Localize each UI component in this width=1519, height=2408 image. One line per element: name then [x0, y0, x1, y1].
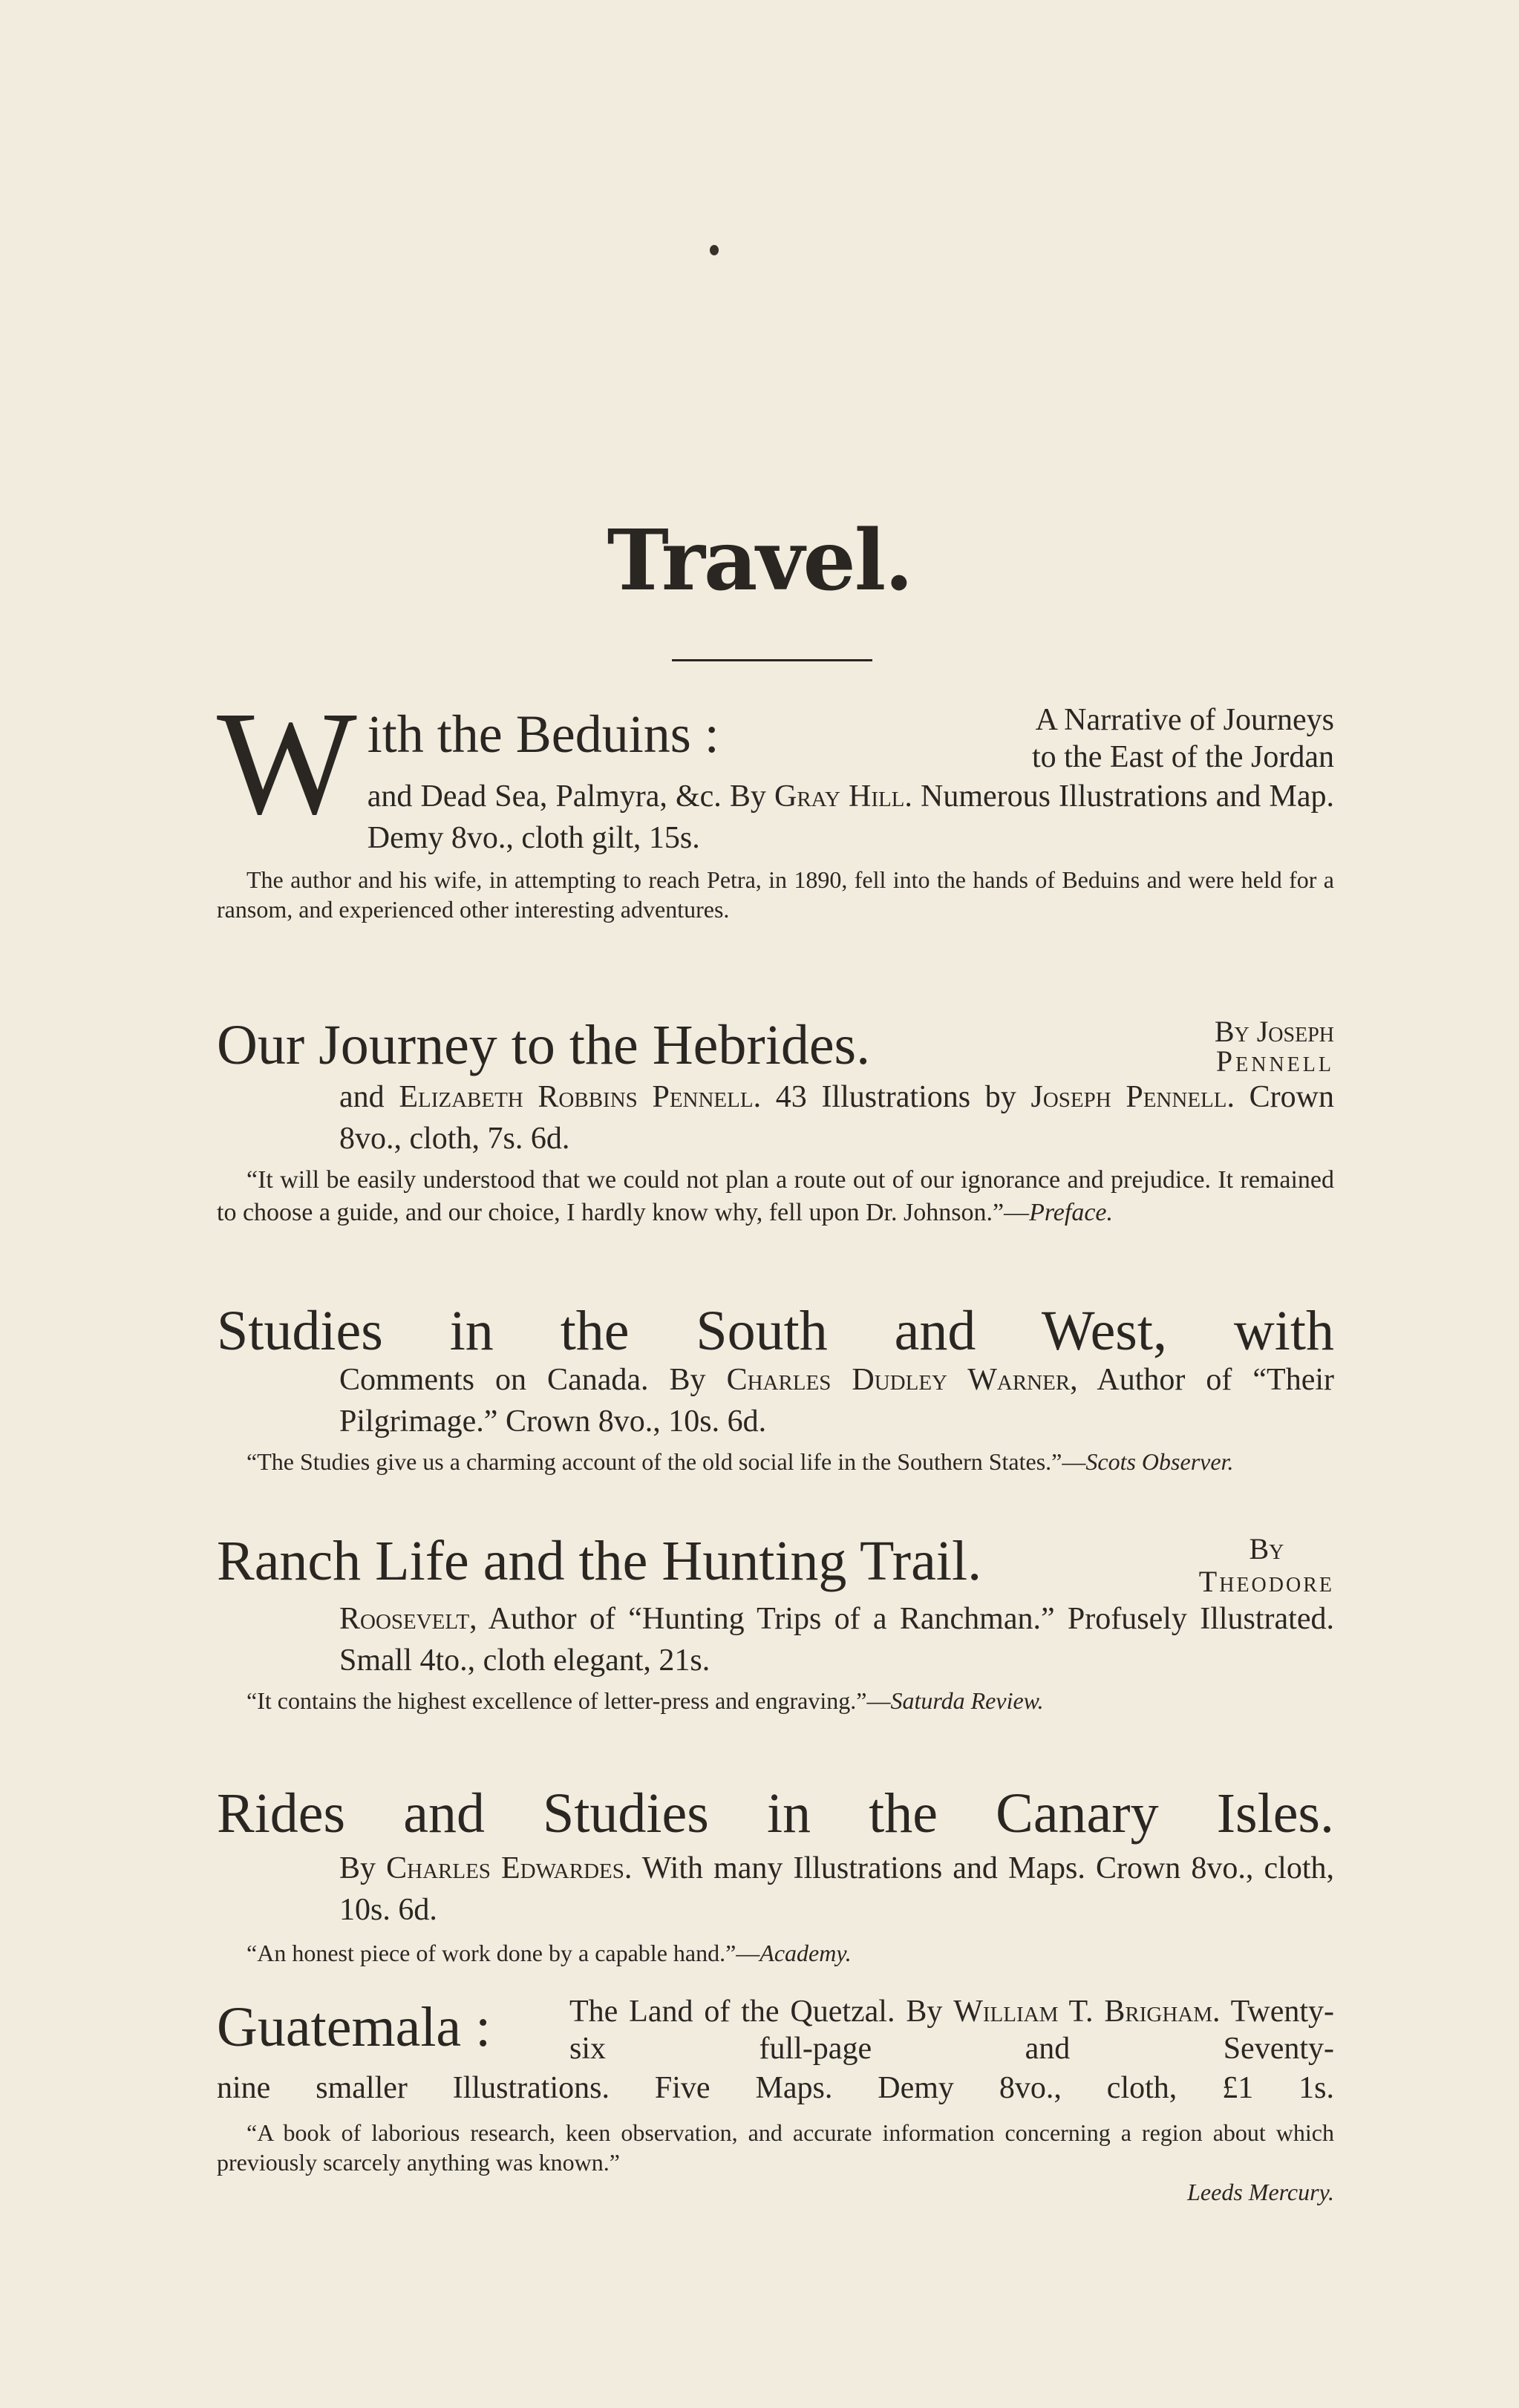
- entry-quote: “A book of laborious research, keen observation, and accurate information concerning a region about which previously scarcely anything was known.”: [217, 2119, 1334, 2176]
- body-text: Twenty-six full-page and Seventy-: [569, 1995, 1335, 2066]
- entry-canary: [217, 1782, 1334, 1968]
- drop-cap: W: [217, 681, 357, 845]
- byline: [1199, 1533, 1334, 1598]
- entry-quote: [217, 1681, 1334, 1715]
- byline-line: By: [1249, 1532, 1284, 1565]
- entry-guatemala: [217, 1993, 1334, 2207]
- entry-heading: Our Journey to the Hebrides.: [217, 1014, 871, 1076]
- quote-text: “An honest piece of work done by a capable hand.”—: [246, 1940, 760, 1966]
- author: Brigham.: [1104, 1995, 1221, 2029]
- author: Roosevelt,: [339, 1602, 477, 1636]
- entry-quote: [217, 1159, 1334, 1229]
- body-text: With many Illustrations and Maps. Crown 8vo., cloth, 10s. 6d.: [339, 1851, 1334, 1927]
- author: Charles Dudley Warner,: [726, 1363, 1078, 1397]
- page-title: Travel.: [607, 512, 912, 609]
- entry-note: The author and his wife, in attempting to reach Petra, in 1890, fell into the hands of Beduins and were held for a ransom, and experienced other interesting adventures.: [217, 866, 1334, 923]
- quote-source-text: Leeds Mercury.: [1187, 2179, 1334, 2205]
- entry-body: [217, 1598, 1334, 1681]
- author: Charles Edwardes.: [386, 1851, 633, 1885]
- body-text: Crown 8vo., cloth, 7s. 6d.: [339, 1080, 1334, 1156]
- author: William T.: [953, 1995, 1094, 2029]
- entry-subtitle: [1032, 701, 1334, 776]
- subtitle-line: A Narrative of Journeys: [1035, 703, 1334, 737]
- author: Joseph Pennell.: [1030, 1080, 1235, 1114]
- entry-beduins: [217, 681, 1335, 924]
- body-text: By: [339, 1851, 387, 1885]
- quote-text: “The Studies give us a charming account of the old social life in the Southern States.”—: [246, 1448, 1086, 1475]
- quote-source: [217, 2177, 1334, 2207]
- entry-body: [217, 1076, 1334, 1159]
- byline-line: Pennell: [1215, 1044, 1334, 1078]
- ink-speck: [710, 245, 719, 255]
- byline-line: By Joseph: [1214, 1015, 1334, 1048]
- entry-heading: Studies in the South and West, with: [217, 1300, 1334, 1362]
- quote-source: Scots Observer.: [1085, 1448, 1234, 1475]
- entry-body: [217, 776, 1334, 859]
- entry-heading: Rides and Studies in the Canary Isles.: [217, 1782, 1334, 1845]
- body-text: Comments on Canada. By: [339, 1363, 727, 1397]
- quote-text: “It will be easily understood that we could not plan a route out of our ignorance and prejudice. It remained to choose a guide, and our choice, I hardly know why, fell upon Dr. Johnson.”—: [217, 1166, 1334, 1226]
- quote-source: Preface.: [1029, 1199, 1114, 1226]
- author: Elizabeth Robbins Pennell.: [399, 1080, 762, 1114]
- byline-line: Theodore: [1198, 1565, 1334, 1598]
- entry-heading: ith the Beduins :: [367, 704, 719, 764]
- body-text: Author of “Hunting Trips of a Ranchman.” Profusely Illustrated. Small 4to., cloth elegant, 21s.: [339, 1602, 1334, 1678]
- entry-heading: Ranch Life and the Hunting Trail.: [217, 1530, 982, 1592]
- entry-heading: Guatemala :: [217, 1996, 491, 2058]
- entry-hebrides: [217, 1014, 1334, 1229]
- quote-source: Saturda Review.: [890, 1687, 1044, 1714]
- quote-source: Academy.: [760, 1940, 852, 1966]
- body-text: The Land of the Quetzal. By: [569, 1995, 954, 2029]
- entry-quote: [217, 1442, 1334, 1476]
- entry-body: [217, 1359, 1334, 1442]
- author: Gray Hill.: [774, 779, 912, 814]
- body-text: 43 Illustrations by: [761, 1080, 1031, 1114]
- entry-body: [217, 1842, 1334, 1931]
- entry-subtitle: [569, 1993, 1334, 2067]
- entry-quote: [217, 1931, 1334, 1968]
- title-rule: [672, 659, 872, 661]
- body-text: Numerous Illustrations and Map. Demy 8vo., cloth gilt, 15s.: [367, 779, 1335, 855]
- body-text: and: [339, 1080, 399, 1114]
- quote-text: “It contains the highest excellence of letter-press and engraving.”—: [246, 1687, 891, 1714]
- body-text: Author of “Their Pilgrimage.” Crown 8vo., 10s. 6d.: [339, 1363, 1335, 1439]
- body-text: and Dead Sea, Palmyra, &c. By: [367, 779, 774, 814]
- subtitle-line: to the East of the Jordan: [1031, 740, 1334, 774]
- entry-body: nine smaller Illustrations. Five Maps. Demy 8vo., cloth, £1 1s.: [217, 2071, 1334, 2105]
- byline: [1215, 1017, 1334, 1076]
- entry-studies: [217, 1300, 1335, 1476]
- entry-ranch: [217, 1530, 1334, 1715]
